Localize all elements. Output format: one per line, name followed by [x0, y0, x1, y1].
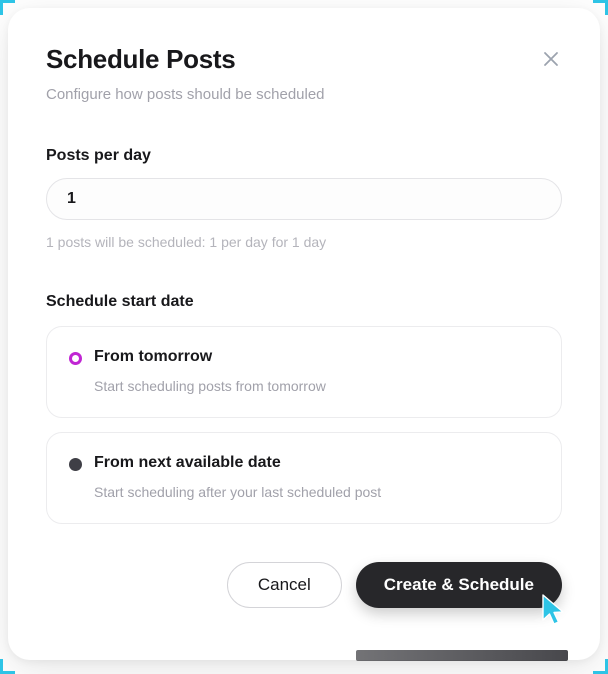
capture-corner-marker [593, 659, 608, 674]
dialog-footer [46, 562, 562, 608]
option-description: Start scheduling after your last scheduled post [94, 484, 382, 501]
page-title: Schedule Posts [46, 44, 236, 74]
capture-corner-marker [0, 0, 15, 15]
schedule-posts-dialog [8, 8, 600, 660]
posts-per-day-input[interactable] [46, 178, 562, 220]
option-title: From tomorrow [94, 347, 213, 365]
dialog-header [46, 44, 562, 75]
radio-unselected-icon[interactable] [69, 458, 82, 471]
schedule-start-date-label: Schedule start date [46, 292, 194, 310]
screen-artifact [356, 650, 568, 661]
close-icon[interactable] [538, 46, 564, 72]
create-and-schedule-button[interactable]: Create & Schedule [356, 562, 562, 608]
dialog-subtitle: Configure how posts should be scheduled [46, 86, 325, 104]
option-from-tomorrow[interactable] [46, 326, 562, 418]
posts-per-day-helper: 1 posts will be scheduled: 1 per day for 1 day [46, 233, 327, 250]
cancel-button[interactable]: Cancel [227, 562, 342, 608]
radio-selected-icon[interactable] [69, 352, 82, 365]
posts-per-day-label: Posts per day [46, 146, 151, 164]
option-description: Start scheduling posts from tomorrow [94, 377, 326, 394]
option-title: From next available date [94, 454, 281, 472]
capture-corner-marker [0, 659, 15, 674]
option-from-next-available-date[interactable] [46, 432, 562, 524]
capture-corner-marker [593, 0, 608, 15]
